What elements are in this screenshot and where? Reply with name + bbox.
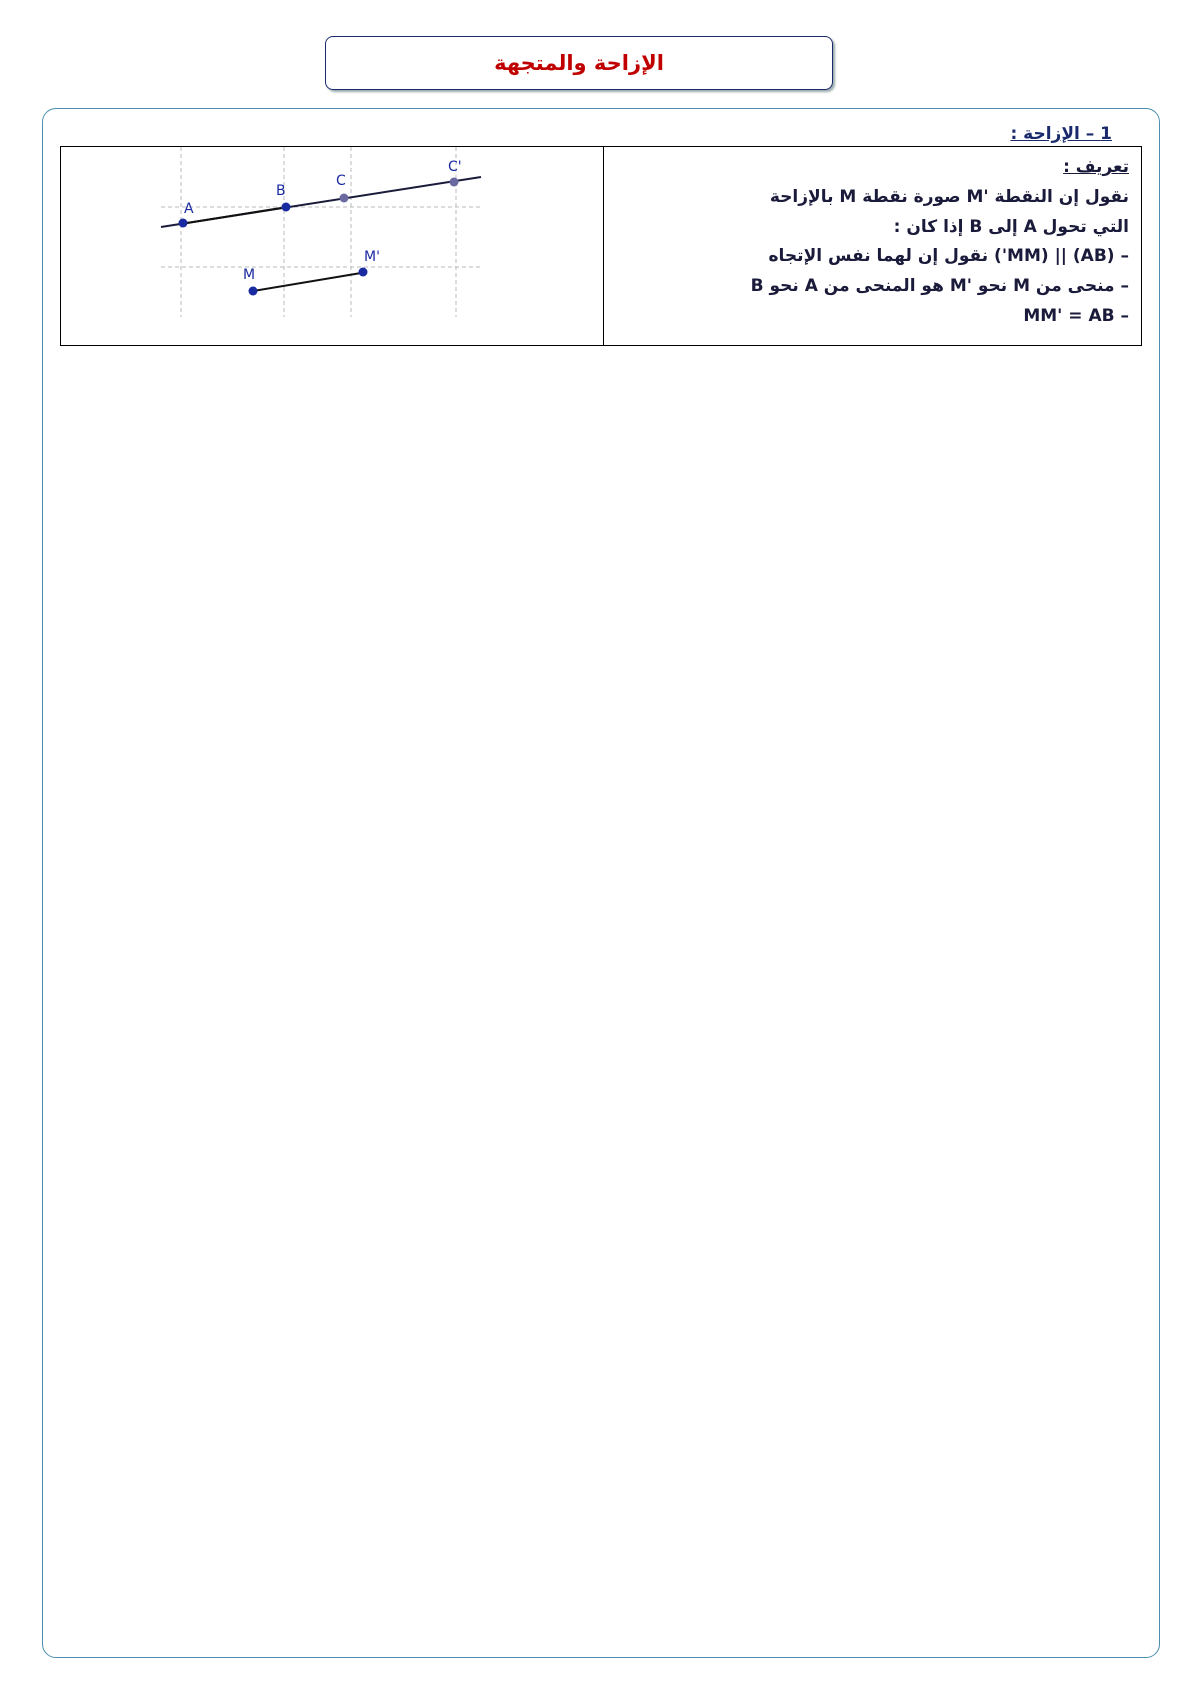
definition-line1: نقول إن النقطة 'M صورة نقطة M بالإزاحة <box>769 186 1129 207</box>
definition-line2: التي تحول A إلى B إذا كان : <box>893 216 1129 237</box>
svg-text:B: B <box>276 183 286 199</box>
definition-text <box>604 147 1141 338</box>
point-B <box>282 203 291 212</box>
point-C <box>340 194 349 203</box>
definition-label: تعريف : <box>1063 157 1129 177</box>
definition-cell <box>603 147 1141 346</box>
point-C-prime <box>450 178 459 187</box>
svg-text:A: A <box>184 201 194 217</box>
svg-text:M': M' <box>364 249 380 265</box>
section1-heading: 1 – الإزاحة : <box>1010 124 1112 144</box>
point-M-prime <box>359 268 368 277</box>
svg-text:C': C' <box>448 159 462 175</box>
point-A <box>179 219 188 228</box>
section1-table <box>60 146 1142 346</box>
point-M <box>249 287 258 296</box>
svg-text:C: C <box>336 173 346 189</box>
page-title <box>325 36 833 90</box>
translation-figure <box>61 147 601 341</box>
figure1-cell <box>61 147 604 346</box>
definition-line3: – (AB) || (MM') نقول إن لهما نفس الإتجاه <box>768 246 1129 267</box>
definition-line5: – MM' = AB <box>1023 305 1129 326</box>
definition-line4: – منحى من M نحو 'M هو المنحى من A نحو B <box>750 276 1129 296</box>
svg-text:M: M <box>243 267 256 283</box>
page-title-text: الإزاحة والمتجهة <box>494 51 664 75</box>
